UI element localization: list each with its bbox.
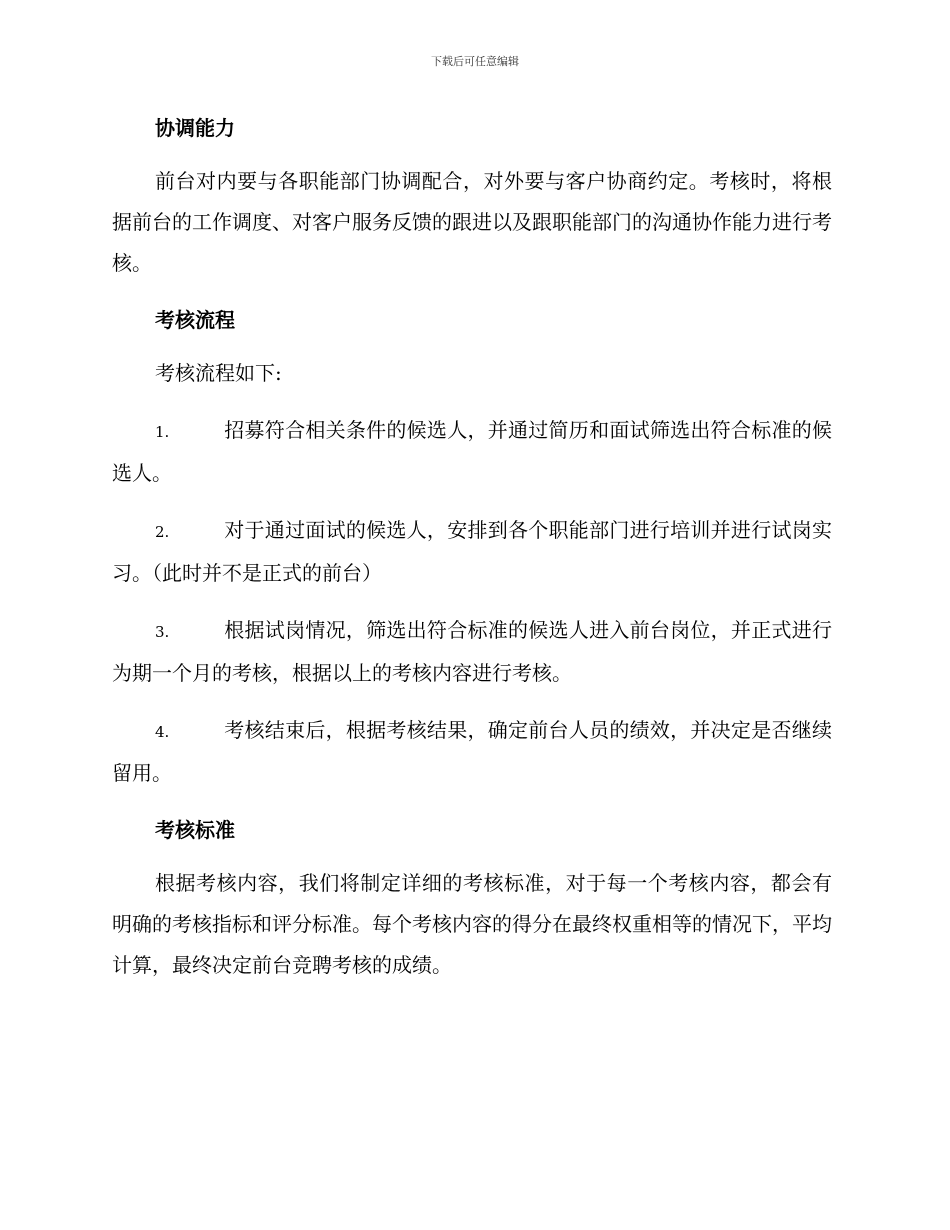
list-item-text: 考核结束后，根据考核结果，确定前台人员的绩效，并决定是否继续留用。 bbox=[112, 718, 832, 785]
list-item-text: 招募符合相关条件的候选人，并通过简历和面试筛选出符合标准的候选人。 bbox=[112, 418, 832, 485]
list-item-text: 对于通过面试的候选人，安排到各个职能部门进行培训并进行试岗实习。（此时并不是正式的前台） bbox=[112, 518, 832, 585]
list-item bbox=[112, 510, 832, 594]
list-item bbox=[112, 710, 832, 794]
section-heading-standards: 考核标准 bbox=[155, 818, 235, 842]
section-paragraph-standards: 根据考核内容，我们将制定详细的考核标准，对于每一个考核内容，都会有明确的考核指标和评分标准。每个考核内容的得分在最终权重相等的情况下，平均计算，最终决定前台竞聘考核的成绩。 bbox=[112, 871, 832, 977]
section-heading-coordination: 协调能力 bbox=[155, 116, 235, 140]
page-header-note: 下载后可任意编辑 bbox=[431, 55, 519, 68]
section-heading-process: 考核流程 bbox=[155, 308, 235, 332]
section-paragraph-coordination: 前台对内要与各职能部门协调配合，对外要与客户协商约定。考核时，将根据前台的工作调度、对客户服务反馈的跟进以及跟职能部门的沟通协作能力进行考核。 bbox=[112, 169, 832, 275]
list-item-number: 4. bbox=[155, 723, 170, 741]
list-item-number: 1. bbox=[155, 423, 170, 441]
list-item-number: 2. bbox=[155, 523, 170, 541]
list-item-text: 根据试岗情况，筛选出符合标准的候选人进入前台岗位，并正式进行为期一个月的考核，根据以上的考核内容进行考核。 bbox=[112, 618, 832, 685]
list-item bbox=[112, 410, 832, 494]
list-item bbox=[112, 610, 832, 694]
list-item-number: 3. bbox=[155, 623, 170, 641]
document-body bbox=[112, 108, 832, 986]
section-paragraph-process: 考核流程如下: bbox=[155, 361, 282, 385]
